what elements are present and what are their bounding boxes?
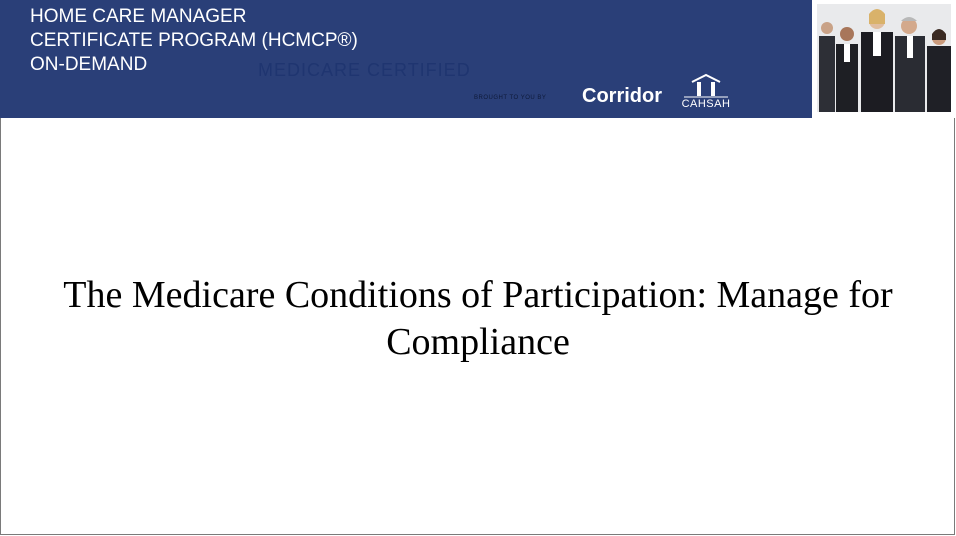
cahsah-logo	[676, 72, 736, 112]
program-title-line2: CERTIFICATE PROGRAM (HCMCP®)	[30, 30, 358, 51]
header-banner	[0, 0, 812, 118]
cahsah-label: CAHSAH	[681, 98, 731, 110]
slide-title: The Medicare Conditions of Participation: Manage for Compliance	[63, 274, 893, 363]
corridor-logo: Corridor	[582, 85, 662, 107]
program-title-line3: ON-DEMAND	[30, 54, 148, 75]
program-title-line1: HOME CARE MANAGER	[30, 6, 247, 27]
brought-to-you-by-label: BROUGHT TO YOU BY	[474, 95, 547, 101]
medicare-certified-label: MEDICARE CERTIFIED	[258, 60, 471, 80]
house-roof-icon	[676, 72, 736, 100]
business-team-photo	[817, 4, 951, 112]
